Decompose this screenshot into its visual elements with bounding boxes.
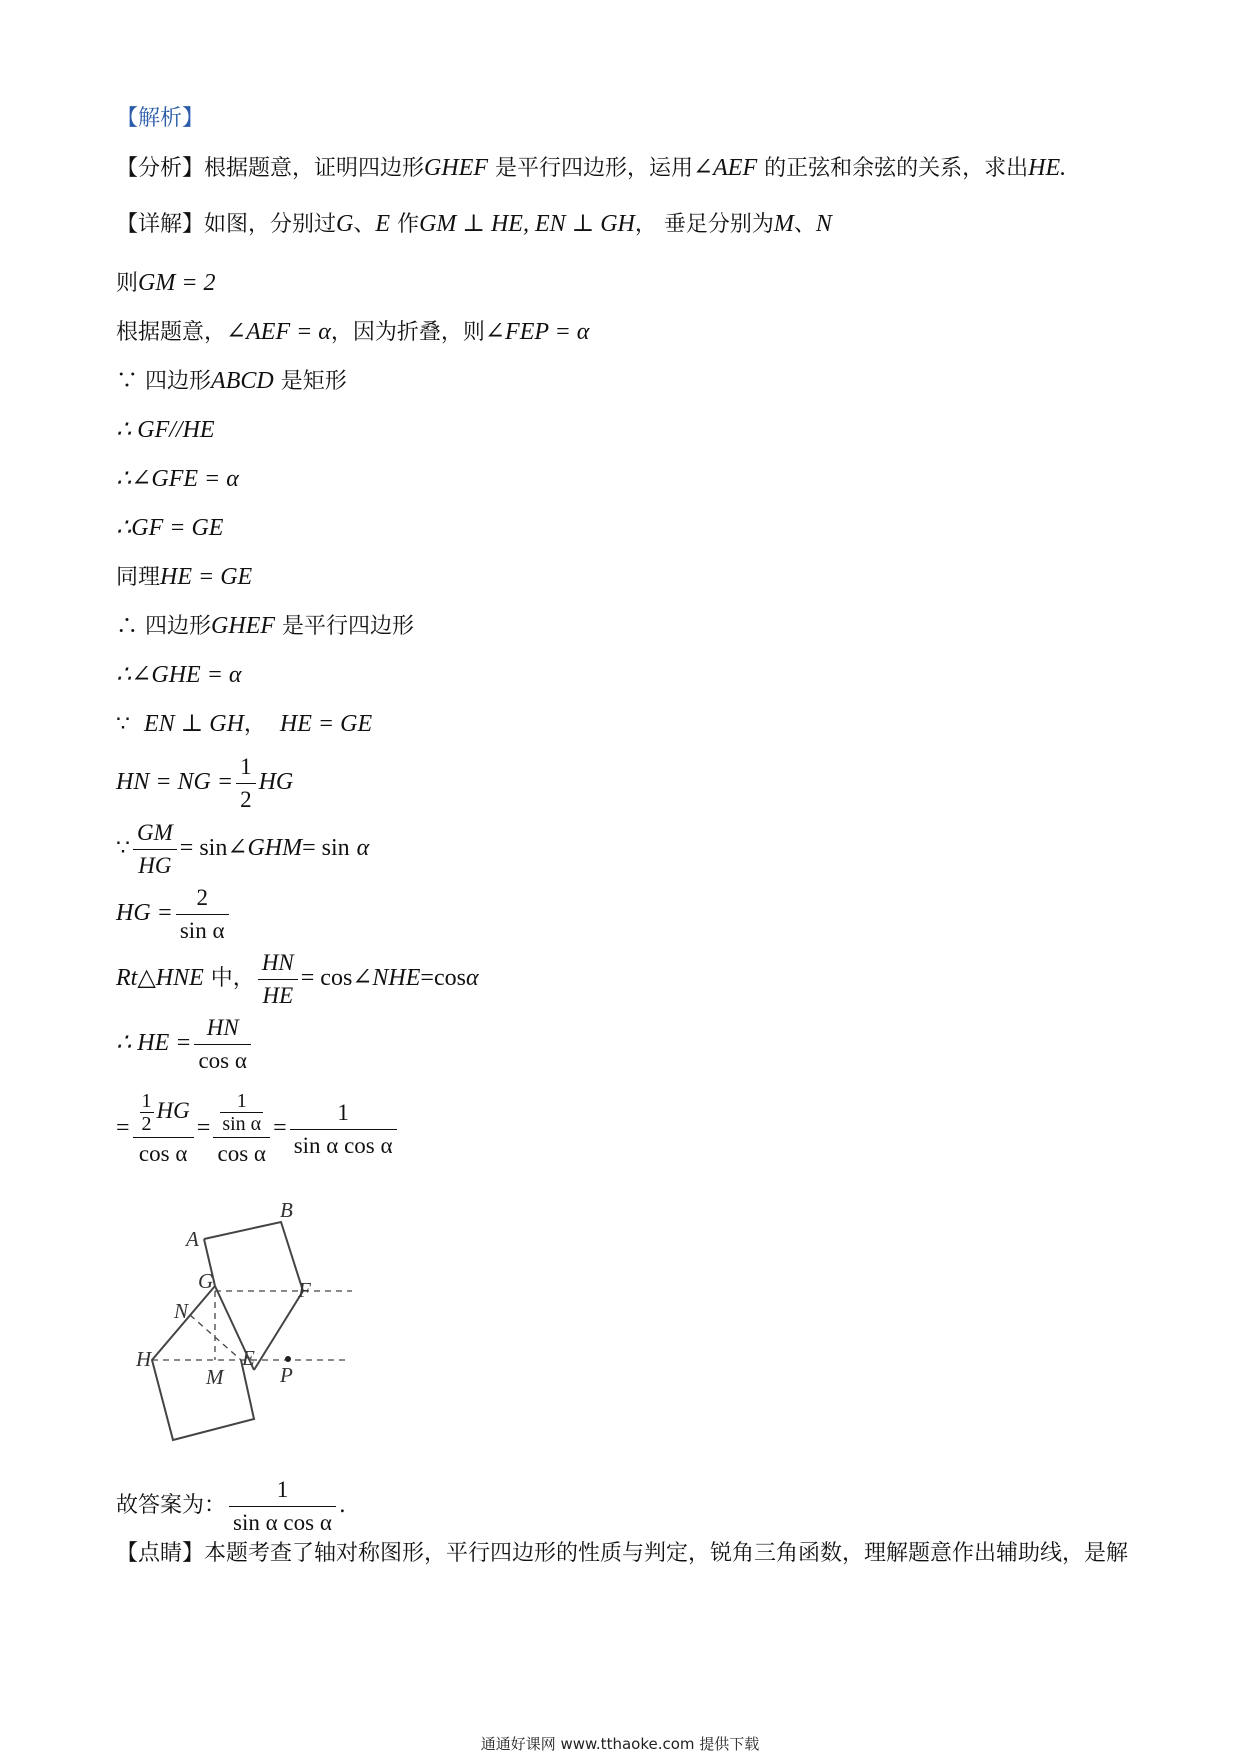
point-p-dot	[285, 1356, 291, 1362]
detail-text-2: 、	[353, 212, 376, 237]
fraction-hn-he	[258, 949, 298, 1010]
step-12-rhs-2: ∠GHM	[227, 835, 303, 861]
step-11	[116, 752, 293, 814]
fraction-denominator: cos α	[217, 1141, 266, 1166]
figure-lines	[152, 1222, 303, 1440]
fraction-1-sin	[220, 1090, 263, 1135]
step-14-text: 中，	[210, 966, 255, 991]
label-h: H	[136, 1347, 152, 1371]
therefore-symbol: ∴	[116, 614, 139, 639]
step-2	[116, 317, 589, 348]
detail-math-1: G	[336, 211, 354, 237]
answer-text: 故答案为：	[116, 1493, 227, 1518]
label-n: N	[174, 1299, 189, 1323]
step-5	[116, 464, 239, 495]
comment-text: 本题考查了轴对称图形，平行四边形的性质与判定，锐角三角函数，理解题意作出辅助线，是解	[204, 1541, 1129, 1566]
step-6-math: ∴GF = GE	[116, 515, 224, 541]
step-8-math: GHEF	[211, 613, 276, 639]
fraction-half	[236, 753, 256, 814]
step-1-text: 则	[116, 271, 139, 296]
fraction-2-sin	[176, 884, 229, 945]
fraction-numerator: HN	[194, 1014, 250, 1045]
step-14-rhs-3: =cos	[420, 965, 466, 991]
analysis-math-3: HE.	[1028, 155, 1067, 181]
fraction-numerator: 1	[236, 753, 256, 784]
step-5-math: ∴∠GFE = α	[116, 466, 239, 492]
fraction-denominator: 2	[240, 786, 252, 812]
comment-paragraph	[116, 1539, 1128, 1569]
fraction-numerator: 1	[141, 1090, 152, 1112]
equals-sign: =	[273, 1115, 287, 1141]
step-3-text-1: 四边形	[145, 369, 212, 394]
fraction-numerator: 1	[220, 1090, 263, 1113]
step-10	[116, 709, 372, 740]
step-7-math: HE = GE	[160, 564, 253, 590]
label-a: A	[186, 1227, 199, 1251]
step-13-lhs: HG =	[116, 900, 173, 926]
analysis-label: 【分析】	[116, 156, 205, 181]
detail-paragraph	[116, 209, 832, 240]
step-14	[116, 948, 479, 1010]
because-symbol: ∵	[116, 712, 130, 737]
label-f: F	[298, 1278, 311, 1302]
step-11-lhs: HN = NG =	[116, 769, 234, 795]
because-symbol: ∵	[116, 369, 139, 394]
fraction-denominator: sin α cos α	[233, 1509, 332, 1535]
step-4	[116, 415, 215, 446]
step-10-text: ，	[243, 712, 266, 737]
fraction-denominator: 2	[141, 1113, 152, 1135]
geometry-figure	[130, 1195, 370, 1445]
step-7	[116, 562, 252, 593]
fraction-denominator: HE	[262, 982, 294, 1008]
section-header: 【解析】	[116, 106, 205, 131]
fraction-1sin-cos	[213, 1090, 270, 1168]
step-14-rhs-2: ∠NHE	[352, 965, 421, 991]
step-2-math-2: ∠FEP = α	[484, 319, 590, 345]
detail-text-3: 作	[397, 212, 420, 237]
step-14-lhs: Rt△HNE	[116, 965, 204, 991]
label-p: P	[280, 1363, 293, 1387]
fraction-denominator: HG	[138, 852, 172, 878]
step-1-math: GM = 2	[138, 270, 216, 296]
detail-math-5: N	[815, 211, 832, 237]
answer-fraction	[229, 1476, 336, 1537]
step-10-math-2: HE = GE	[279, 711, 373, 737]
detail-text-4: ， 垂足分别为	[634, 212, 774, 237]
detail-text-1: 如图，分别过	[204, 212, 337, 237]
step-3-math: ABCD	[211, 368, 274, 394]
label-e: E	[242, 1346, 255, 1370]
step-9	[116, 660, 242, 691]
fraction-numerator: 2	[176, 884, 229, 915]
fraction-numerator: 1	[290, 1099, 397, 1130]
label-g: G	[198, 1269, 214, 1293]
fraction-denominator: cos α	[138, 1141, 188, 1166]
step-1	[116, 268, 216, 299]
step-2-math-1: ∠AEF = α	[226, 319, 331, 345]
step-3	[116, 366, 347, 397]
step-6	[116, 513, 223, 544]
label-b: B	[280, 1198, 293, 1222]
fraction-gm-hg	[133, 819, 177, 880]
fraction-hn-cos	[194, 1014, 250, 1075]
step-12-rhs-1: = sin	[179, 835, 228, 861]
detail-text-5: 、	[793, 212, 816, 237]
analysis-text-3: 的正弦和余弦的关系，求出	[764, 156, 1029, 181]
step-10-math-1: EN ⊥ GH	[144, 711, 244, 737]
step-12	[116, 818, 369, 880]
step-11-rhs: HG	[258, 769, 294, 795]
step-13	[116, 883, 232, 945]
step-14-rhs-4: α	[465, 965, 479, 991]
step-15-lhs: ∴ HE =	[116, 1030, 192, 1056]
fraction-numerator: 1	[229, 1476, 336, 1507]
step-2-text-1: 根据题意，	[116, 320, 227, 345]
label-m: M	[206, 1365, 224, 1389]
analysis-text-2: 是平行四边形，运用	[495, 156, 694, 181]
detail-math-4: M	[773, 211, 794, 237]
fraction-final	[290, 1099, 397, 1160]
step-15	[116, 1013, 254, 1075]
fraction-denominator: sin α	[222, 1113, 262, 1135]
numerator-hg: HG	[156, 1097, 190, 1123]
compound-numerator	[133, 1090, 194, 1138]
dashed-en	[190, 1315, 241, 1360]
comment-label: 【点睛】	[116, 1541, 205, 1566]
step-3-text-2: 是矩形	[280, 369, 347, 394]
because-symbol: ∵	[116, 836, 130, 861]
equals-sign: =	[116, 1115, 130, 1141]
step-12-rhs-3: = sin	[302, 835, 350, 861]
answer-period: .	[338, 1493, 346, 1518]
step-8-text-1: 四边形	[145, 614, 212, 639]
equals-sign: =	[196, 1115, 211, 1141]
step-8	[116, 611, 414, 642]
fraction-denominator: sin α	[179, 917, 225, 943]
step-14-rhs-1: = cos	[300, 965, 353, 991]
fraction-denominator: cos α	[198, 1047, 247, 1073]
step-16	[116, 1078, 400, 1179]
step-8-text-2: 是平行四边形	[282, 614, 415, 639]
analysis-math-2: ∠AEF	[693, 155, 758, 181]
step-12-rhs-4: α	[356, 835, 370, 861]
fraction-halfhg-cos	[133, 1090, 194, 1168]
answer-line	[116, 1474, 346, 1538]
fraction-denominator: sin α cos α	[293, 1132, 393, 1158]
analysis-text-1: 根据题意，证明四边形	[204, 156, 425, 181]
fraction-numerator: GM	[133, 819, 177, 850]
fraction-numerator: HN	[258, 949, 298, 980]
analysis-paragraph	[116, 153, 1066, 184]
step-2-text-2: ，因为折叠，则	[330, 320, 485, 345]
detail-math-2: E	[375, 211, 391, 237]
page-footer: 通通好课网 www.tthaoke.com 提供下载	[480, 1735, 760, 1753]
step-4-math: ∴ GF//HE	[116, 417, 215, 443]
fraction-half	[140, 1090, 154, 1135]
detail-label: 【详解】	[116, 212, 205, 237]
analysis-math-1: GHEF	[424, 155, 489, 181]
step-9-math: ∴∠GHE = α	[116, 662, 242, 688]
step-7-text: 同理	[116, 565, 161, 590]
lower-quadrilateral	[152, 1286, 254, 1440]
detail-math-3: GM ⊥ HE, EN ⊥ GH	[419, 211, 635, 237]
compound-numerator	[213, 1090, 270, 1138]
